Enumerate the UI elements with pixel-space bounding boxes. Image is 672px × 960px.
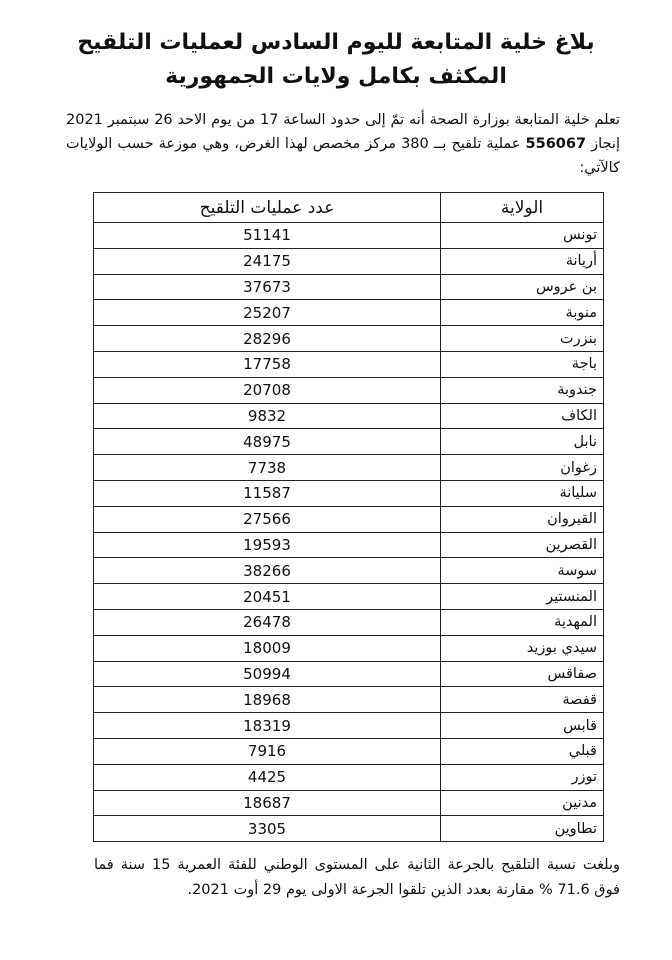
table-row <box>94 455 604 481</box>
table-row <box>94 558 604 584</box>
count-cell: 28296 <box>94 326 441 352</box>
governorate-cell: المهدية <box>441 609 604 635</box>
table-row <box>94 713 604 739</box>
table-row <box>94 532 604 558</box>
governorate-cell: بن عروس <box>441 274 604 300</box>
governorate-cell: أريانة <box>441 248 604 274</box>
header-governorate: الولاية <box>441 193 604 223</box>
table-row <box>94 661 604 687</box>
governorate-cell: نابل <box>441 429 604 455</box>
count-cell: 24175 <box>94 248 441 274</box>
table-row <box>94 738 604 764</box>
count-cell: 17758 <box>94 351 441 377</box>
intro-paragraph <box>66 108 620 180</box>
count-cell: 37673 <box>94 274 441 300</box>
count-cell: 19593 <box>94 532 441 558</box>
table-row <box>94 816 604 842</box>
governorate-cell: جندوبة <box>441 377 604 403</box>
count-cell: 25207 <box>94 300 441 326</box>
count-cell: 27566 <box>94 506 441 532</box>
table-row <box>94 790 604 816</box>
count-cell: 20451 <box>94 584 441 610</box>
table-row <box>94 609 604 635</box>
table-row <box>94 300 604 326</box>
governorate-cell: تونس <box>441 223 604 249</box>
count-cell: 18009 <box>94 635 441 661</box>
governorate-cell: سوسة <box>441 558 604 584</box>
governorate-cell: صفاقس <box>441 661 604 687</box>
governorate-cell: قبلي <box>441 738 604 764</box>
governorate-cell: قفصة <box>441 687 604 713</box>
governorate-cell: سليانة <box>441 480 604 506</box>
governorate-cell: سيدي بوزيد <box>441 635 604 661</box>
governorate-cell: مدنين <box>441 790 604 816</box>
table-row <box>94 506 604 532</box>
table-row <box>94 403 604 429</box>
governorate-cell: زغوان <box>441 455 604 481</box>
table-row <box>94 764 604 790</box>
table-row <box>94 274 604 300</box>
count-cell: 11587 <box>94 480 441 506</box>
governorate-cell: منوبة <box>441 300 604 326</box>
table-row <box>94 377 604 403</box>
count-cell: 9832 <box>94 403 441 429</box>
table-row <box>94 223 604 249</box>
table-row <box>94 584 604 610</box>
count-cell: 51141 <box>94 223 441 249</box>
table-row <box>94 248 604 274</box>
table-body <box>94 223 604 842</box>
count-cell: 18968 <box>94 687 441 713</box>
governorate-cell: تطاوين <box>441 816 604 842</box>
intro-text-after: عملية تلقيح بــ 380 مركز مخصص لهذا الغرض، وهي موزعة حسب الولايات كالآتي: <box>66 136 620 176</box>
count-cell: 18687 <box>94 790 441 816</box>
count-cell: 4425 <box>94 764 441 790</box>
closing-paragraph: وبلغت نسبة التلقيح بالجرعة الثانية على المستوى الوطني للفئة العمرية 15 سنة فما فوق 71.6 % مقارنة بعدد الذين تلقوا الجرعة الاولى يوم 29 أوت 2021. <box>94 857 621 898</box>
governorate-cell: باجة <box>441 351 604 377</box>
governorate-cell: القيروان <box>441 506 604 532</box>
count-cell: 3305 <box>94 816 441 842</box>
governorate-cell: قابس <box>441 713 604 739</box>
document-title: بلاغ خلية المتابعة لليوم السادس لعمليات التلقيح المكثف بكامل ولايات الجمهورية <box>77 30 595 89</box>
count-cell: 26478 <box>94 609 441 635</box>
total-vaccinations: 556067 <box>525 136 587 152</box>
governorate-cell: القصرين <box>441 532 604 558</box>
intro-text-before: تعلم خلية المتابعة بوزارة الصحة أنه تمّ إلى حدود الساعة 17 من يوم الاحد 26 سبتمبر 2021 إنجاز <box>66 112 620 152</box>
governorate-cell: المنستير <box>441 584 604 610</box>
table-row <box>94 351 604 377</box>
table-row <box>94 326 604 352</box>
count-cell: 18319 <box>94 713 441 739</box>
count-cell: 50994 <box>94 661 441 687</box>
table-row <box>94 635 604 661</box>
table-header-row <box>94 193 604 223</box>
count-cell: 48975 <box>94 429 441 455</box>
table-row <box>94 480 604 506</box>
governorate-cell: توزر <box>441 764 604 790</box>
governorate-cell: بنزرت <box>441 326 604 352</box>
count-cell: 7738 <box>94 455 441 481</box>
count-cell: 7916 <box>94 738 441 764</box>
table-row <box>94 429 604 455</box>
count-cell: 20708 <box>94 377 441 403</box>
governorate-cell: الكاف <box>441 403 604 429</box>
table-row <box>94 687 604 713</box>
count-cell: 38266 <box>94 558 441 584</box>
header-count: عدد عمليات التلقيح <box>94 193 441 223</box>
vaccination-table <box>93 192 604 842</box>
